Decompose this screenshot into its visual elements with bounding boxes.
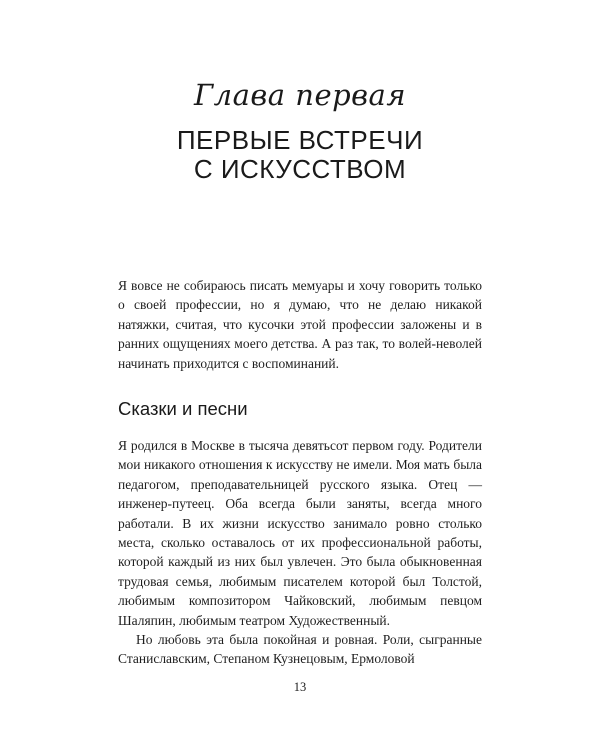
intro-block xyxy=(118,276,482,373)
page-number: 13 xyxy=(293,680,307,694)
section-heading: Сказки и песни xyxy=(118,398,248,419)
chapter-label: Глава первая xyxy=(193,78,407,112)
chapter-title xyxy=(0,126,600,184)
chapter-title-line-2: С ИСКУССТВОМ xyxy=(193,154,407,184)
body-paragraph-2: Но любовь эта была покойная и ровная. Роли, сыгранные Станиславским, Степаном Кузнецовым, Ермоловой xyxy=(118,632,482,667)
intro-paragraph: Я вовсе не собираюсь писать мемуары и хочу говорить только о своей профессии, но я думаю, что не делаю никакой натяжки, считая, что кусочки этой профессии заложены и в ранних ощущениях моего детства. А раз так, то волей-неволей начинать приходится с воспоминаний. xyxy=(118,278,482,371)
chapter-title-line-1: ПЕРВЫЕ ВСТРЕЧИ xyxy=(176,125,424,155)
section-body xyxy=(118,436,482,669)
body-paragraph-1: Я родился в Москве в тысяча девятьсот первом году. Родители мои никакого отношения к искусству не имели. Моя мать была педагогом, преподавательницей русского языка. Отец — инженер-путеец. Оба всегда были заняты, всегда много работали. В их жизни искусство занимало ровно столько места, сколько оставалось от их профессиональной работы, которой каждый из них был увлечен. Это была обыкновенная трудовая семья, любимым писателем которой был Толстой, любимым композитором Чайковский, любимым певцом Шаляпин, любимым театром Художественный. xyxy=(118,438,482,628)
